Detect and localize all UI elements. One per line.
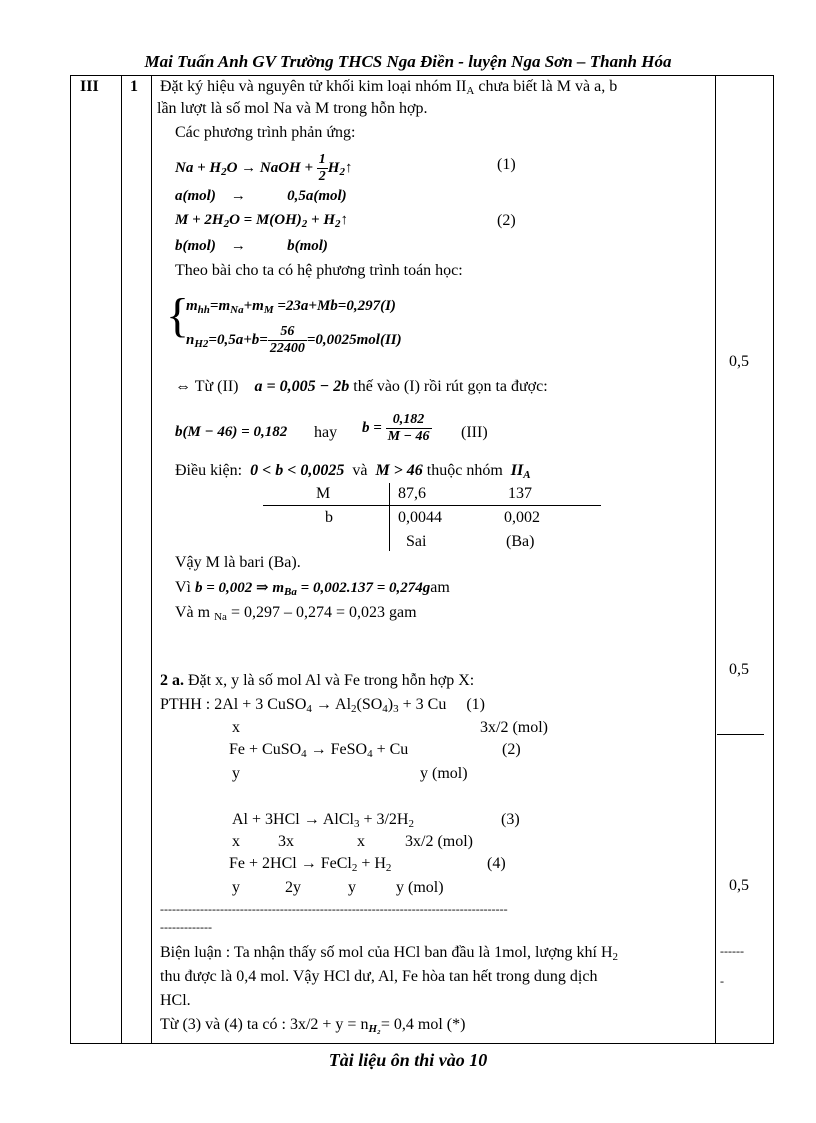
reaction-4-mol-1: y: [232, 879, 240, 896]
equation-2-moles: b(mol) → b(mol): [175, 238, 328, 254]
discussion-line-2: thu được là 0,4 mol. Vậy HCl dư, Al, Fe hòa tan hết trong dung dịch: [160, 968, 598, 985]
page-footer: Tài liệu ôn thi vào 10: [328, 1050, 488, 1070]
separator-dashes: ---------------------------------------------------------------------------------------: [160, 902, 508, 916]
equation-2-number: (2): [497, 212, 516, 229]
column-divider-2: [151, 75, 152, 1044]
conclusion-1: Vậy M là bari (Ba).: [175, 554, 301, 571]
condition-line: Điều kiện: 0 < b < 0,0025 và M > 46 thuộc nhóm $II_A$: [175, 462, 531, 481]
score-1: 0,5: [729, 353, 749, 370]
table-vertical-line: [389, 483, 390, 551]
table-horizontal-line: [263, 505, 601, 506]
reaction-4-mol-2: 2y: [285, 879, 301, 896]
score-dashes: ------: [720, 944, 744, 958]
system-equation-2: $n_{H2}=0,5a+b=$ $\frac{56}{22400}$ =0,0025mol(II): [186, 324, 402, 356]
table-header-m: M: [316, 485, 331, 502]
page-header: Mai Tuấn Anh GV Trường THCS Nga Điền - luyện Nga Sơn – Thanh Hóa: [144, 52, 672, 71]
section-number: III: [80, 78, 99, 95]
discussion-line-3: HCl.: [160, 992, 191, 1009]
intro-line-2: lần lượt là số mol Na và M trong hỗn hợp.: [157, 100, 428, 117]
part-2a-intro: 2 a. Đặt x, y là số mol Al và Fe trong hỗn hợp X:: [160, 672, 475, 689]
intro-line-1: Đặt ký hiệu và nguyên tử khối kim loại nhóm $II_A$ chưa biết là M và a, b: [160, 78, 618, 97]
reaction-2: Fe + CuSO$_4$ → FeSO$_4$ + Cu: [229, 741, 409, 760]
reaction-3-mol-3: x: [357, 833, 365, 850]
score-3: 0,5: [729, 877, 749, 894]
reaction-2-number: (2): [502, 741, 521, 758]
reaction-3-mol-1: x: [232, 833, 240, 850]
system-heading: Theo bài cho ta có hệ phương trình toán học:: [175, 262, 463, 279]
reaction-1-x: x: [232, 719, 240, 736]
reaction-4: Fe + 2HCl → FeCl$_2$ + $H_2$: [229, 855, 392, 874]
equation-3-left: b(M − 46) = 0,182: [175, 424, 288, 440]
conclusion-3: Và m $_{Na}$ = 0,297 – 0,274 = 0,023 gam: [175, 604, 417, 623]
final-equation: Từ (3) và (4) ta có : $3x/2 + y = n_{H_2}= 0,4$ mol (*): [160, 1016, 466, 1035]
equation-2: $M + 2H_2O = M(OH)_2$ + $H_2↑$: [175, 212, 348, 230]
column-divider-3: [715, 75, 716, 1044]
separator-dashes-2: -------------: [160, 920, 212, 934]
discussion-line-1: Biện luận : Ta nhận thấy số mol của HCl ban đầu là 1mol, lượng khí $H_2$: [160, 944, 619, 963]
equation-3-label: (III): [461, 424, 488, 441]
table-b-value-2: 0,002: [504, 509, 540, 526]
reaction-4-mol-4: y (mol): [396, 879, 444, 896]
table-header-b: b: [325, 509, 333, 526]
reaction-3-mol-2: 3x: [278, 833, 294, 850]
equation-3-hay: hay: [314, 424, 338, 441]
table-m-value-1: 87,6: [398, 485, 426, 502]
equation-1-number: (1): [497, 156, 516, 173]
question-number: 1: [130, 78, 138, 95]
table-note-2: (Ba): [506, 533, 535, 550]
reaction-4-mol-3: y: [348, 879, 356, 896]
reactions-heading: Các phương trình phản ứng:: [175, 124, 356, 141]
column-divider-1: [121, 75, 122, 1044]
score-dashes-2: -: [720, 974, 724, 988]
substitution-step: ⇔ Từ (II) a = 0,005 − 2b thế vào (I) rồi rút gọn ta được:: [175, 378, 548, 395]
reaction-3: Al + 3HCl → AlCl$_3$ + $3/2H_2$: [232, 811, 414, 830]
reaction-4-number: (4): [487, 855, 506, 872]
table-m-value-2: 137: [508, 485, 532, 502]
reaction-1-mol: 3x/2 (mol): [480, 719, 548, 736]
reaction-3-number: (3): [501, 811, 520, 828]
score-divider: [717, 734, 764, 735]
reaction-2-y: y: [232, 765, 240, 782]
reaction-1: PTHH : 2Al + 3 CuSO$_4$ → $Al_2(SO_4)_3 + 3$ Cu (1): [160, 696, 485, 715]
reaction-2-mol: y (mol): [420, 765, 468, 782]
score-2: 0,5: [729, 661, 749, 678]
reaction-3-mol-4: 3x/2 (mol): [405, 833, 473, 850]
system-brace: {: [166, 289, 190, 342]
table-b-value-1: 0,0044: [398, 509, 442, 526]
system-equation-1: $m_{hh}=m_{Na}+m_M =23a+Mb=0,297(I)$: [186, 298, 396, 316]
equation-1: $Na + H_2O$ → NaOH + $\frac{1}{2}$ $H_2↑$: [175, 152, 353, 184]
conclusion-2: Vì b = 0,002 ⇒ $m_{Ba} = 0,002.137 = 0,274gam$: [175, 579, 450, 598]
equation-3-fraction: b = $\frac{0,182}{M - 46}$: [362, 412, 430, 444]
equation-1-moles: a(mol) → 0,5a(mol): [175, 188, 347, 204]
table-note-1: Sai: [406, 533, 427, 550]
